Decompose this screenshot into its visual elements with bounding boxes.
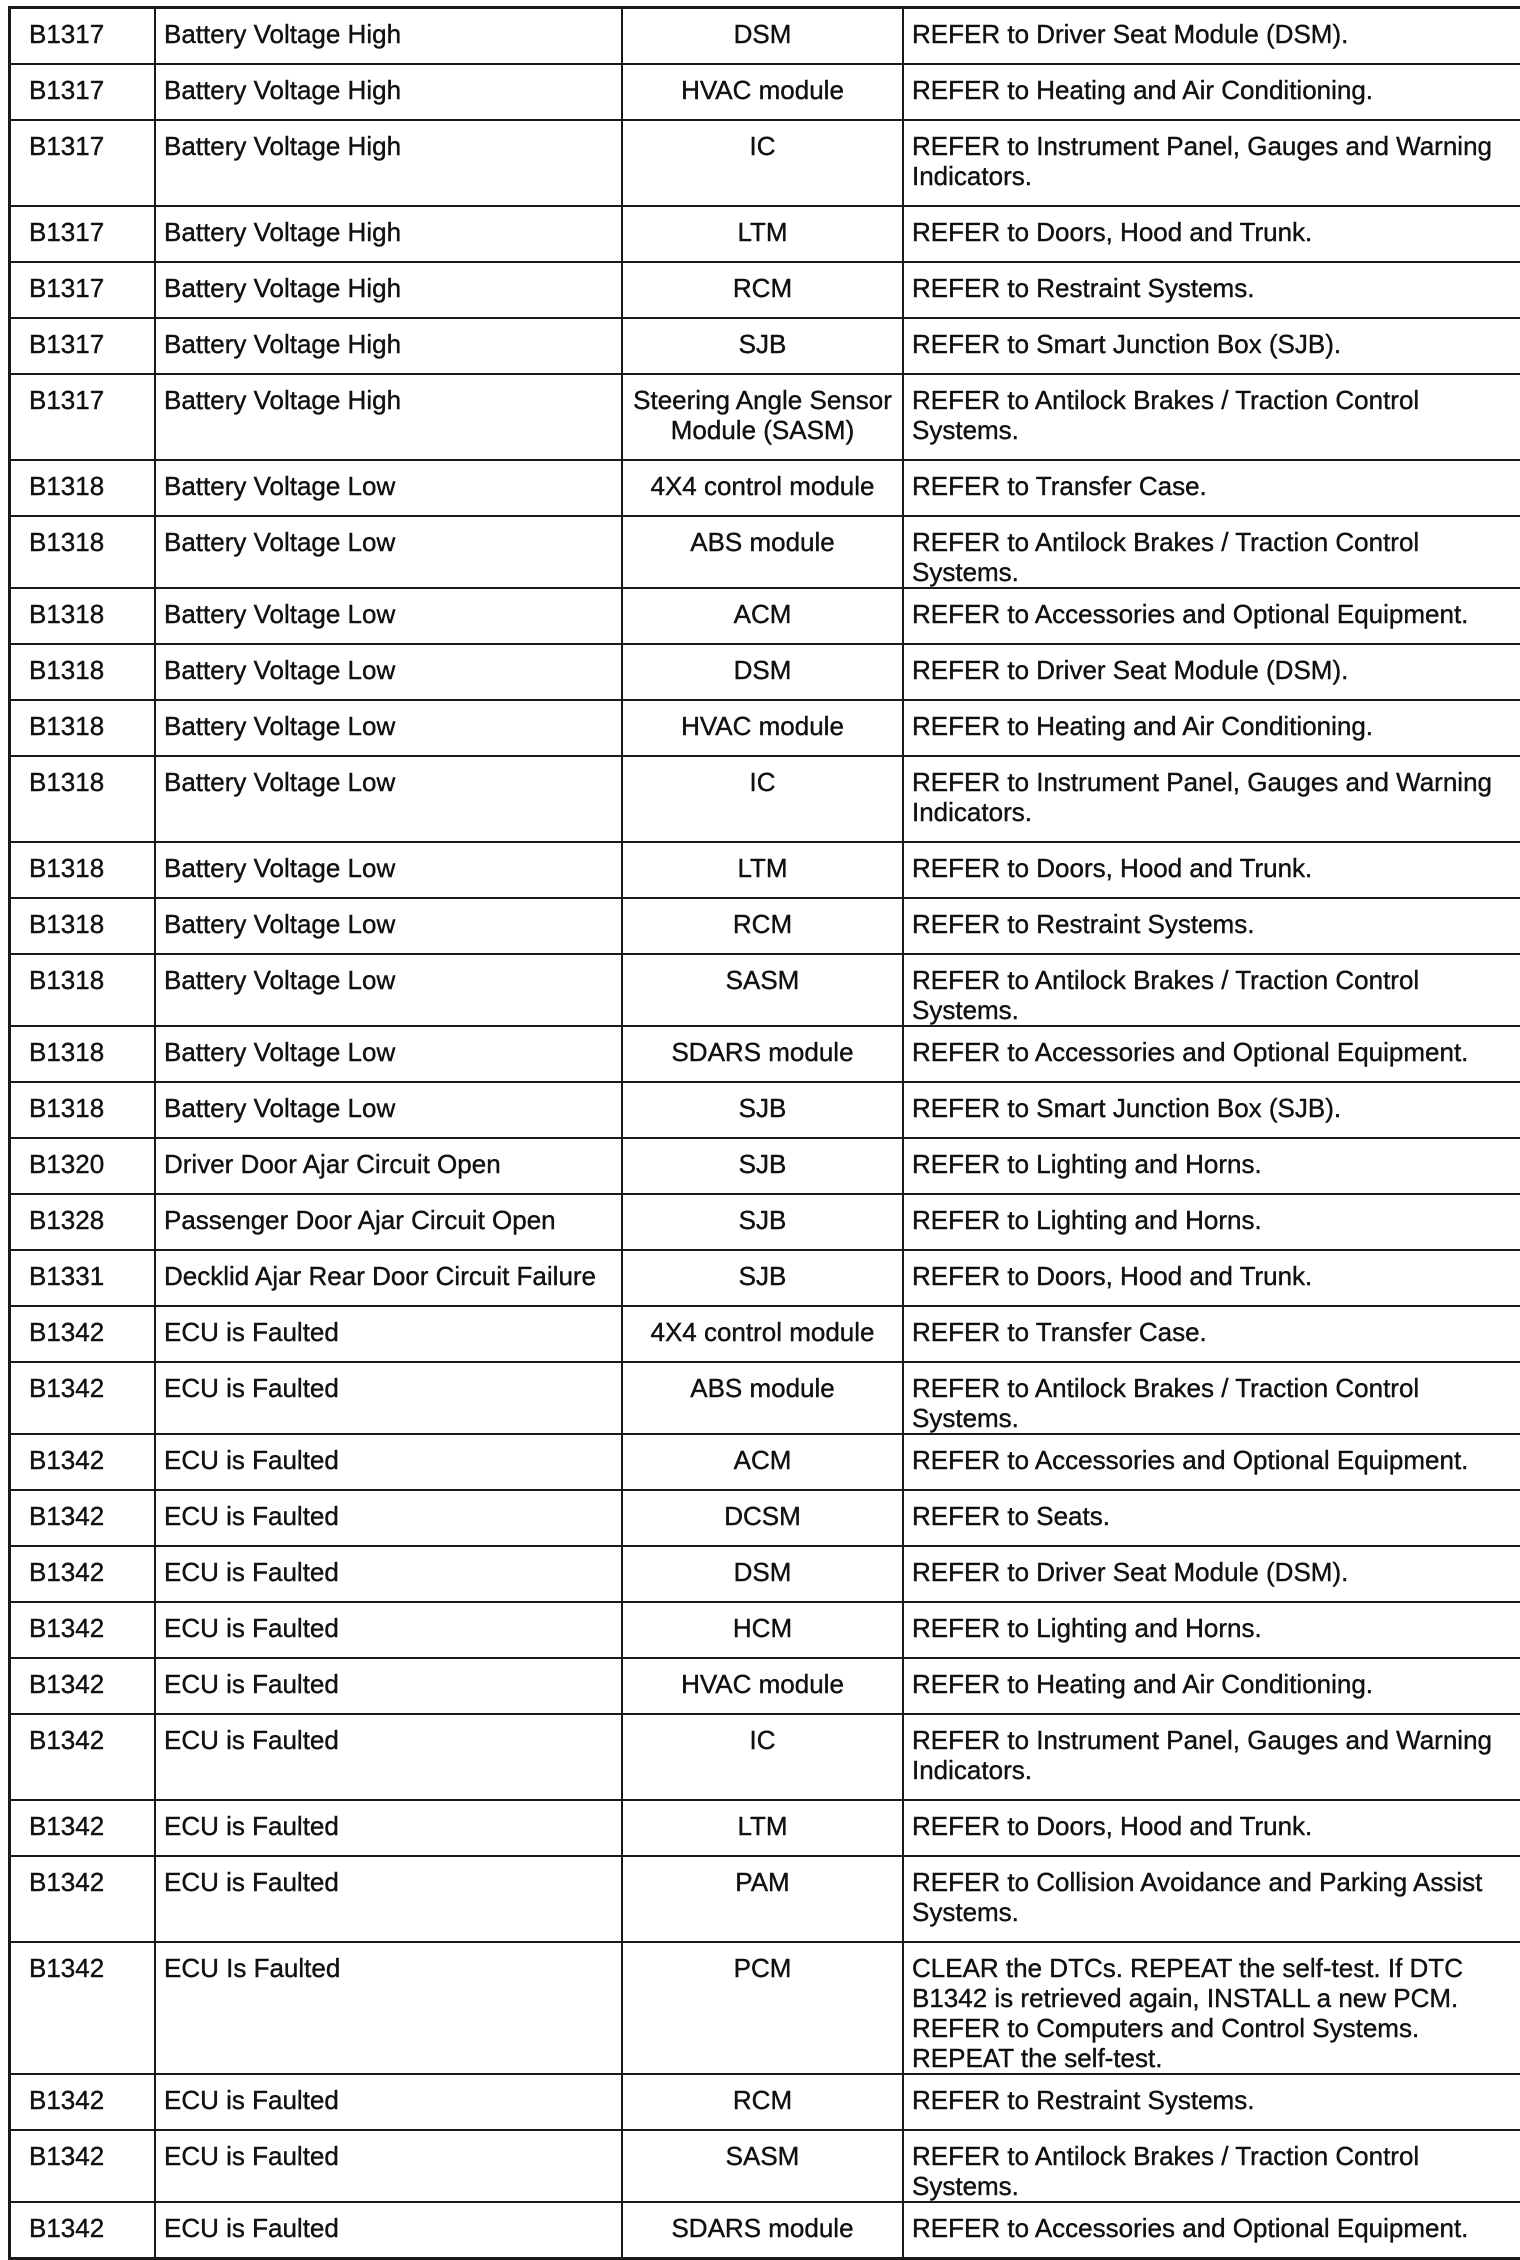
table-row <box>10 1082 1520 1138</box>
table-row <box>10 516 1520 588</box>
dtc-module: DSM <box>622 8 903 65</box>
table-row <box>10 374 1520 460</box>
table-row <box>10 588 1520 644</box>
dtc-code: B1342 <box>10 1362 156 1434</box>
dtc-action: REFER to Instrument Panel, Gauges and Warning Indicators. <box>903 756 1520 842</box>
dtc-action: REFER to Antilock Brakes / Traction Control Systems. <box>903 954 1520 1026</box>
dtc-module: HVAC module <box>622 64 903 120</box>
table-row <box>10 700 1520 756</box>
dtc-table <box>8 6 1520 2260</box>
dtc-module: LTM <box>622 842 903 898</box>
dtc-description: ECU is Faulted <box>155 1546 622 1602</box>
dtc-description: ECU is Faulted <box>155 1306 622 1362</box>
dtc-action: REFER to Restraint Systems. <box>903 2074 1520 2130</box>
dtc-code: B1318 <box>10 644 156 700</box>
dtc-module: 4X4 control module <box>622 460 903 516</box>
dtc-description: ECU is Faulted <box>155 1434 622 1490</box>
dtc-module: HCM <box>622 1602 903 1658</box>
dtc-code: B1318 <box>10 460 156 516</box>
dtc-module: IC <box>622 120 903 206</box>
dtc-code: B1342 <box>10 1856 156 1942</box>
table-row <box>10 1250 1520 1306</box>
table-row <box>10 756 1520 842</box>
dtc-action: REFER to Seats. <box>903 1490 1520 1546</box>
dtc-action: REFER to Restraint Systems. <box>903 898 1520 954</box>
dtc-action: CLEAR the DTCs. REPEAT the self-test. If DTC B1342 is retrieved again, INSTALL a new PCM. REFER to Computers and Control Systems. REPEAT the self-test. <box>903 1942 1520 2074</box>
dtc-description: Battery Voltage Low <box>155 842 622 898</box>
dtc-action: REFER to Antilock Brakes / Traction Control Systems. <box>903 516 1520 588</box>
table-row <box>10 1546 1520 1602</box>
dtc-code: B1318 <box>10 842 156 898</box>
dtc-action: REFER to Lighting and Horns. <box>903 1194 1520 1250</box>
table-row <box>10 64 1520 120</box>
table-row <box>10 644 1520 700</box>
dtc-description: ECU is Faulted <box>155 1362 622 1434</box>
dtc-action: REFER to Antilock Brakes / Traction Control Systems. <box>903 374 1520 460</box>
dtc-module: LTM <box>622 1800 903 1856</box>
dtc-action: REFER to Accessories and Optional Equipment. <box>903 2202 1520 2259</box>
dtc-code: B1318 <box>10 1026 156 1082</box>
dtc-code: B1318 <box>10 588 156 644</box>
dtc-description: Battery Voltage High <box>155 206 622 262</box>
table-row <box>10 1602 1520 1658</box>
dtc-action: REFER to Heating and Air Conditioning. <box>903 1658 1520 1714</box>
dtc-module: DSM <box>622 644 903 700</box>
dtc-action: REFER to Accessories and Optional Equipment. <box>903 588 1520 644</box>
dtc-module: PCM <box>622 1942 903 2074</box>
table-row <box>10 1026 1520 1082</box>
dtc-description: Battery Voltage Low <box>155 1082 622 1138</box>
dtc-code: B1342 <box>10 2074 156 2130</box>
table-row <box>10 8 1520 65</box>
dtc-code: B1317 <box>10 206 156 262</box>
dtc-action: REFER to Heating and Air Conditioning. <box>903 64 1520 120</box>
dtc-description: ECU is Faulted <box>155 2202 622 2259</box>
table-row <box>10 1942 1520 2074</box>
dtc-code: B1342 <box>10 1602 156 1658</box>
dtc-module: ABS module <box>622 1362 903 1434</box>
dtc-module: SASM <box>622 954 903 1026</box>
dtc-module: PAM <box>622 1856 903 1942</box>
dtc-module: SASM <box>622 2130 903 2202</box>
dtc-action: REFER to Doors, Hood and Trunk. <box>903 206 1520 262</box>
dtc-action: REFER to Accessories and Optional Equipment. <box>903 1434 1520 1490</box>
dtc-action: REFER to Driver Seat Module (DSM). <box>903 644 1520 700</box>
dtc-action: REFER to Smart Junction Box (SJB). <box>903 1082 1520 1138</box>
dtc-description: ECU is Faulted <box>155 1856 622 1942</box>
dtc-code: B1328 <box>10 1194 156 1250</box>
dtc-description: ECU is Faulted <box>155 2074 622 2130</box>
table-row <box>10 1490 1520 1546</box>
table-row <box>10 206 1520 262</box>
dtc-code: B1318 <box>10 954 156 1026</box>
dtc-module: SDARS module <box>622 2202 903 2259</box>
table-row <box>10 842 1520 898</box>
dtc-code: B1318 <box>10 1082 156 1138</box>
dtc-description: ECU is Faulted <box>155 1658 622 1714</box>
dtc-action: REFER to Driver Seat Module (DSM). <box>903 8 1520 65</box>
dtc-action: REFER to Instrument Panel, Gauges and Warning Indicators. <box>903 1714 1520 1800</box>
dtc-description: Battery Voltage High <box>155 374 622 460</box>
dtc-description: Decklid Ajar Rear Door Circuit Failure <box>155 1250 622 1306</box>
dtc-code: B1331 <box>10 1250 156 1306</box>
dtc-action: REFER to Transfer Case. <box>903 1306 1520 1362</box>
table-row <box>10 2074 1520 2130</box>
dtc-module: ACM <box>622 1434 903 1490</box>
dtc-description: ECU is Faulted <box>155 1800 622 1856</box>
dtc-module: RCM <box>622 898 903 954</box>
dtc-module: SDARS module <box>622 1026 903 1082</box>
dtc-code: B1342 <box>10 1714 156 1800</box>
dtc-module: IC <box>622 1714 903 1800</box>
dtc-module: RCM <box>622 2074 903 2130</box>
dtc-description: ECU is Faulted <box>155 2130 622 2202</box>
dtc-action: REFER to Antilock Brakes / Traction Control Systems. <box>903 2130 1520 2202</box>
dtc-code: B1342 <box>10 1546 156 1602</box>
table-row <box>10 954 1520 1026</box>
dtc-module: ABS module <box>622 516 903 588</box>
dtc-module: SJB <box>622 1194 903 1250</box>
dtc-module: RCM <box>622 262 903 318</box>
dtc-module: SJB <box>622 1138 903 1194</box>
dtc-module: LTM <box>622 206 903 262</box>
table-row <box>10 460 1520 516</box>
dtc-module: Steering Angle Sensor Module (SASM) <box>622 374 903 460</box>
dtc-description: Passenger Door Ajar Circuit Open <box>155 1194 622 1250</box>
dtc-description: Battery Voltage High <box>155 262 622 318</box>
dtc-table-body <box>10 8 1520 2259</box>
table-row <box>10 1194 1520 1250</box>
dtc-module: 4X4 control module <box>622 1306 903 1362</box>
dtc-code: B1317 <box>10 120 156 206</box>
dtc-code: B1317 <box>10 374 156 460</box>
dtc-module: SJB <box>622 1250 903 1306</box>
dtc-action: REFER to Driver Seat Module (DSM). <box>903 1546 1520 1602</box>
dtc-code: B1318 <box>10 516 156 588</box>
dtc-code: B1317 <box>10 318 156 374</box>
table-row <box>10 262 1520 318</box>
dtc-module: SJB <box>622 318 903 374</box>
dtc-action: REFER to Doors, Hood and Trunk. <box>903 842 1520 898</box>
dtc-action: REFER to Doors, Hood and Trunk. <box>903 1250 1520 1306</box>
dtc-module: HVAC module <box>622 700 903 756</box>
dtc-code: B1342 <box>10 2202 156 2259</box>
table-row <box>10 1714 1520 1800</box>
table-row <box>10 2130 1520 2202</box>
table-row <box>10 1362 1520 1434</box>
dtc-code: B1342 <box>10 1658 156 1714</box>
table-row <box>10 1800 1520 1856</box>
dtc-description: Battery Voltage Low <box>155 460 622 516</box>
dtc-module: DSM <box>622 1546 903 1602</box>
dtc-code: B1318 <box>10 898 156 954</box>
dtc-action: REFER to Accessories and Optional Equipment. <box>903 1026 1520 1082</box>
dtc-action: REFER to Heating and Air Conditioning. <box>903 700 1520 756</box>
dtc-description: Battery Voltage Low <box>155 588 622 644</box>
dtc-description: Battery Voltage High <box>155 64 622 120</box>
dtc-code: B1342 <box>10 1306 156 1362</box>
dtc-code: B1342 <box>10 1434 156 1490</box>
dtc-action: REFER to Transfer Case. <box>903 460 1520 516</box>
dtc-description: ECU is Faulted <box>155 1602 622 1658</box>
dtc-description: Battery Voltage Low <box>155 1026 622 1082</box>
table-row <box>10 1138 1520 1194</box>
table-row <box>10 318 1520 374</box>
dtc-code: B1317 <box>10 8 156 65</box>
dtc-action: REFER to Restraint Systems. <box>903 262 1520 318</box>
table-row <box>10 1306 1520 1362</box>
dtc-action: REFER to Collision Avoidance and Parking Assist Systems. <box>903 1856 1520 1942</box>
dtc-description: Battery Voltage High <box>155 120 622 206</box>
dtc-description: Battery Voltage Low <box>155 898 622 954</box>
table-row <box>10 2202 1520 2259</box>
dtc-description: Battery Voltage High <box>155 8 622 65</box>
dtc-action: REFER to Antilock Brakes / Traction Control Systems. <box>903 1362 1520 1434</box>
dtc-code: B1317 <box>10 262 156 318</box>
dtc-description: Battery Voltage High <box>155 318 622 374</box>
dtc-action: REFER to Doors, Hood and Trunk. <box>903 1800 1520 1856</box>
dtc-code: B1342 <box>10 2130 156 2202</box>
dtc-code: B1317 <box>10 64 156 120</box>
dtc-module: DCSM <box>622 1490 903 1546</box>
dtc-description: ECU is Faulted <box>155 1714 622 1800</box>
dtc-code: B1342 <box>10 1942 156 2074</box>
dtc-code: B1342 <box>10 1800 156 1856</box>
dtc-action: REFER to Lighting and Horns. <box>903 1602 1520 1658</box>
dtc-action: REFER to Instrument Panel, Gauges and Warning Indicators. <box>903 120 1520 206</box>
table-row <box>10 1658 1520 1714</box>
dtc-description: Battery Voltage Low <box>155 516 622 588</box>
dtc-module: HVAC module <box>622 1658 903 1714</box>
table-row <box>10 120 1520 206</box>
dtc-code: B1318 <box>10 756 156 842</box>
dtc-module: IC <box>622 756 903 842</box>
dtc-action: REFER to Smart Junction Box (SJB). <box>903 318 1520 374</box>
dtc-module: SJB <box>622 1082 903 1138</box>
dtc-description: Driver Door Ajar Circuit Open <box>155 1138 622 1194</box>
dtc-action: REFER to Lighting and Horns. <box>903 1138 1520 1194</box>
dtc-description: ECU is Faulted <box>155 1490 622 1546</box>
dtc-code: B1342 <box>10 1490 156 1546</box>
dtc-code: B1318 <box>10 700 156 756</box>
dtc-description: Battery Voltage Low <box>155 700 622 756</box>
dtc-code: B1320 <box>10 1138 156 1194</box>
dtc-module: ACM <box>622 588 903 644</box>
dtc-description: ECU Is Faulted <box>155 1942 622 2074</box>
table-row <box>10 1856 1520 1942</box>
table-row <box>10 898 1520 954</box>
dtc-description: Battery Voltage Low <box>155 756 622 842</box>
dtc-description: Battery Voltage Low <box>155 644 622 700</box>
table-row <box>10 1434 1520 1490</box>
dtc-description: Battery Voltage Low <box>155 954 622 1026</box>
